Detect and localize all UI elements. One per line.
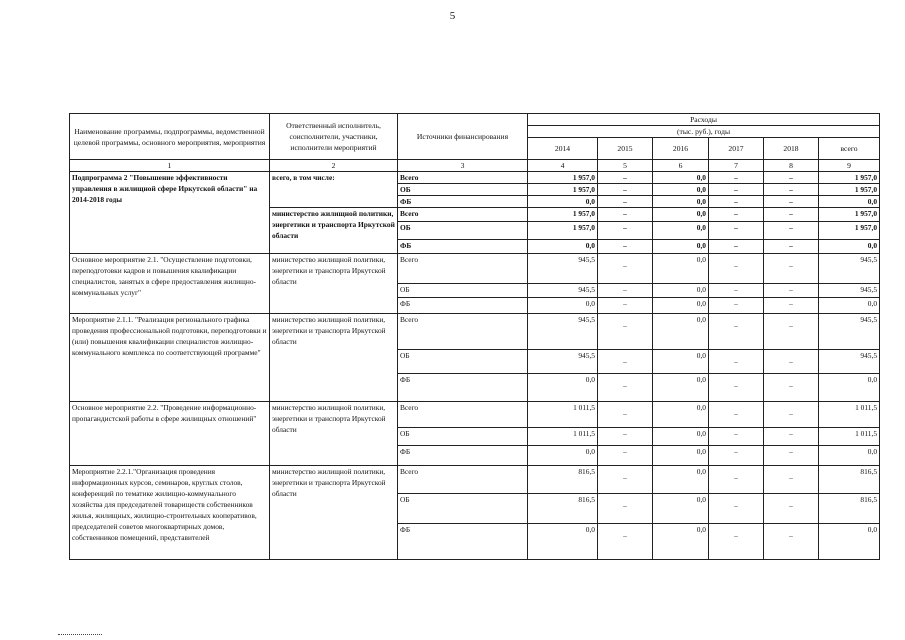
source-cell: ОБ bbox=[398, 284, 528, 298]
source-cell: ФБ bbox=[398, 240, 528, 254]
col-number-2: 2 bbox=[270, 160, 398, 172]
value-2017: – bbox=[734, 381, 738, 390]
row-name: Подпрограмма 2 "Повышение эффективности управления в жилищной сфере Иркутской области" на 2014-2018 годы bbox=[70, 172, 270, 254]
value-2016: 0,0 bbox=[653, 254, 709, 284]
value-2018: – bbox=[764, 208, 819, 222]
value-total: 1 011,5 bbox=[819, 428, 880, 446]
col-number-9: 9 bbox=[819, 160, 880, 172]
value-2015: – bbox=[623, 381, 627, 390]
col-number-7: 7 bbox=[709, 160, 764, 172]
value-2015: – bbox=[623, 357, 627, 366]
header-expenses: Расходы bbox=[528, 114, 880, 126]
value-2017: – bbox=[709, 240, 764, 254]
value-2017: – bbox=[709, 208, 764, 222]
value-2015: – bbox=[623, 409, 627, 418]
row-name: Основное мероприятие 2.1. "Осуществление подготовки, переподготовки кадров и повышения квалификации специалистов, занятых в сфере предоставления жилищно-коммунальных услуг" bbox=[70, 254, 270, 314]
value-total: 0,0 bbox=[819, 374, 880, 402]
expenses-table bbox=[69, 113, 880, 560]
value-2014: 1 957,0 bbox=[528, 222, 598, 240]
value-2014: 0,0 bbox=[528, 374, 598, 402]
header-name: Наименование программы, подпрограммы, ведомственной целевой программы, основного мероприятия, мероприятия bbox=[70, 114, 270, 160]
value-total: 816,5 bbox=[819, 466, 880, 494]
value-total: 0,0 bbox=[819, 524, 880, 560]
value-2016: 0,0 bbox=[653, 446, 709, 466]
col-number-6: 6 bbox=[653, 160, 709, 172]
value-2016: 0,0 bbox=[653, 172, 709, 184]
value-total: 945,5 bbox=[819, 350, 880, 374]
source-cell: ФБ bbox=[398, 374, 528, 402]
source-cell: ОБ bbox=[398, 428, 528, 446]
value-total: 0,0 bbox=[819, 446, 880, 466]
value-2014: 0,0 bbox=[528, 524, 598, 560]
value-2017: – bbox=[734, 261, 738, 270]
header-total: всего bbox=[819, 138, 880, 160]
source-cell: Всего bbox=[398, 208, 528, 222]
value-2014: 1 011,5 bbox=[528, 428, 598, 446]
value-2015: – bbox=[623, 261, 627, 270]
value-2017: – bbox=[709, 284, 764, 298]
value-total: 945,5 bbox=[819, 314, 880, 350]
value-2016: 0,0 bbox=[653, 314, 709, 350]
value-2016: 0,0 bbox=[653, 184, 709, 196]
value-2018: – bbox=[764, 446, 819, 466]
value-2015: – bbox=[598, 208, 653, 222]
value-2017: – bbox=[734, 321, 738, 330]
value-total: 816,5 bbox=[819, 494, 880, 524]
value-2018: – bbox=[764, 240, 819, 254]
value-2016: 0,0 bbox=[653, 374, 709, 402]
value-2016: 0,0 bbox=[653, 298, 709, 314]
value-2015: – bbox=[623, 531, 627, 540]
value-2016: 0,0 bbox=[653, 208, 709, 222]
row-responsible: министерство жилищной политики, энергетики и транспорта Иркутской области bbox=[270, 314, 398, 402]
value-2018: – bbox=[764, 428, 819, 446]
value-total: 1 957,0 bbox=[819, 222, 880, 240]
value-2014: 816,5 bbox=[528, 494, 598, 524]
table-row bbox=[70, 314, 880, 350]
footer-divider bbox=[58, 634, 102, 635]
value-2014: 0,0 bbox=[528, 298, 598, 314]
value-2015: – bbox=[598, 196, 653, 208]
value-2018: – bbox=[789, 381, 793, 390]
value-2014: 1 011,5 bbox=[528, 402, 598, 428]
value-2018: – bbox=[764, 196, 819, 208]
value-2016: 0,0 bbox=[653, 284, 709, 298]
value-2016: 0,0 bbox=[653, 240, 709, 254]
table-row bbox=[70, 172, 880, 184]
source-cell: Всего bbox=[398, 466, 528, 494]
header-source: Источники финансирования bbox=[398, 114, 528, 160]
source-cell: ОБ bbox=[398, 222, 528, 240]
header-units: (тыс. руб.), годы bbox=[528, 126, 880, 138]
value-2017: – bbox=[734, 357, 738, 366]
value-2014: 945,5 bbox=[528, 254, 598, 284]
row-responsible: министерство жилищной политики, энергетики и транспорта Иркутской области bbox=[270, 208, 398, 254]
value-2018: – bbox=[789, 321, 793, 330]
value-2014: 945,5 bbox=[528, 350, 598, 374]
table-row bbox=[70, 466, 880, 494]
value-total: 0,0 bbox=[819, 298, 880, 314]
value-2015: – bbox=[598, 284, 653, 298]
value-2015: – bbox=[623, 501, 627, 510]
value-2016: 0,0 bbox=[653, 466, 709, 494]
value-2015: – bbox=[598, 184, 653, 196]
value-2018: – bbox=[764, 172, 819, 184]
value-2017: – bbox=[709, 196, 764, 208]
value-2017: – bbox=[709, 222, 764, 240]
header-year-2016: 2016 bbox=[653, 138, 709, 160]
row-responsible: всего, в том числе: bbox=[270, 172, 398, 208]
value-2016: 0,0 bbox=[653, 196, 709, 208]
value-2014: 945,5 bbox=[528, 284, 598, 298]
value-2014: 1 957,0 bbox=[528, 208, 598, 222]
value-2017: – bbox=[734, 473, 738, 482]
value-2014: 1 957,0 bbox=[528, 172, 598, 184]
value-2017: – bbox=[709, 184, 764, 196]
value-2018: – bbox=[789, 473, 793, 482]
header-year-2014: 2014 bbox=[528, 138, 598, 160]
header-year-2018: 2018 bbox=[764, 138, 819, 160]
source-cell: Всего bbox=[398, 402, 528, 428]
source-cell: ФБ bbox=[398, 446, 528, 466]
row-responsible: министерство жилищной политики, энергетики и транспорта Иркутской области bbox=[270, 254, 398, 314]
value-2015: – bbox=[598, 240, 653, 254]
value-2018: – bbox=[764, 222, 819, 240]
value-2018: – bbox=[789, 261, 793, 270]
source-cell: ОБ bbox=[398, 184, 528, 196]
row-name: Мероприятие 2.1.1. "Реализация регионального графика проведения профессиональной подготовки, переподготовки и (или) повышения квалификации специалистов жилищно-коммунального комплекса по соответствующей программе" bbox=[70, 314, 270, 402]
value-total: 0,0 bbox=[819, 196, 880, 208]
value-2014: 0,0 bbox=[528, 240, 598, 254]
page-number: 5 bbox=[449, 10, 456, 22]
value-2015: – bbox=[598, 298, 653, 314]
value-2018: – bbox=[789, 357, 793, 366]
source-cell: ОБ bbox=[398, 350, 528, 374]
value-2015: – bbox=[623, 321, 627, 330]
source-cell: Всего bbox=[398, 172, 528, 184]
value-2016: 0,0 bbox=[653, 524, 709, 560]
source-cell: ФБ bbox=[398, 524, 528, 560]
value-total: 1 957,0 bbox=[819, 208, 880, 222]
value-2017: – bbox=[734, 409, 738, 418]
col-number-8: 8 bbox=[764, 160, 819, 172]
source-cell: Всего bbox=[398, 314, 528, 350]
value-2016: 0,0 bbox=[653, 350, 709, 374]
col-number-4: 4 bbox=[528, 160, 598, 172]
value-2017: – bbox=[709, 172, 764, 184]
value-2014: 1 957,0 bbox=[528, 184, 598, 196]
value-total: 1 011,5 bbox=[819, 402, 880, 428]
source-cell: ОБ bbox=[398, 494, 528, 524]
value-2015: – bbox=[623, 473, 627, 482]
value-2015: – bbox=[598, 446, 653, 466]
value-2016: 0,0 bbox=[653, 428, 709, 446]
value-2018: – bbox=[789, 531, 793, 540]
value-total: 1 957,0 bbox=[819, 172, 880, 184]
value-2018: – bbox=[764, 284, 819, 298]
table-row bbox=[70, 254, 880, 284]
row-name: Мероприятие 2.2.1."Организация проведения информационных курсов, семинаров, круглых столов, конференций по тематике жилищно-коммунального хозяйства для председателей товариществ собственников жилья, жилищных, жилищно-строительных кооперативов, председателей советов многоквартирных домов, собственников помещений, представителей bbox=[70, 466, 270, 560]
header-year-2015: 2015 bbox=[598, 138, 653, 160]
value-2018: – bbox=[764, 184, 819, 196]
value-2016: 0,0 bbox=[653, 402, 709, 428]
value-2014: 0,0 bbox=[528, 196, 598, 208]
value-2017: – bbox=[709, 428, 764, 446]
value-2014: 0,0 bbox=[528, 446, 598, 466]
value-2016: 0,0 bbox=[653, 222, 709, 240]
value-2014: 945,5 bbox=[528, 314, 598, 350]
source-cell: Всего bbox=[398, 254, 528, 284]
header-responsible: Ответственный исполнитель, соисполнители, участники, исполнители мероприятий bbox=[270, 114, 398, 160]
row-name: Основное мероприятие 2.2. "Проведение информационно-пропагандистской работы в сфере жилищных отношений" bbox=[70, 402, 270, 466]
value-2015: – bbox=[598, 428, 653, 446]
value-2017: – bbox=[709, 298, 764, 314]
value-2016: 0,0 bbox=[653, 494, 709, 524]
value-total: 0,0 bbox=[819, 240, 880, 254]
table-row bbox=[70, 402, 880, 428]
source-cell: ФБ bbox=[398, 196, 528, 208]
value-2017: – bbox=[734, 531, 738, 540]
value-2018: – bbox=[789, 409, 793, 418]
col-number-5: 5 bbox=[598, 160, 653, 172]
col-number-3: 3 bbox=[398, 160, 528, 172]
value-2017: – bbox=[709, 446, 764, 466]
value-total: 945,5 bbox=[819, 254, 880, 284]
value-2015: – bbox=[598, 172, 653, 184]
source-cell: ФБ bbox=[398, 298, 528, 314]
value-2017: – bbox=[734, 501, 738, 510]
value-total: 945,5 bbox=[819, 284, 880, 298]
header-year-2017: 2017 bbox=[709, 138, 764, 160]
value-2018: – bbox=[764, 298, 819, 314]
value-2018: – bbox=[789, 501, 793, 510]
col-number-1: 1 bbox=[70, 160, 270, 172]
row-responsible: министерство жилищной политики, энергетики и транспорта Иркутской области bbox=[270, 402, 398, 466]
value-2015: – bbox=[598, 222, 653, 240]
value-2014: 816,5 bbox=[528, 466, 598, 494]
value-total: 1 957,0 bbox=[819, 184, 880, 196]
row-responsible: министерство жилищной политики, энергетики и транспорта Иркутской области bbox=[270, 466, 398, 560]
